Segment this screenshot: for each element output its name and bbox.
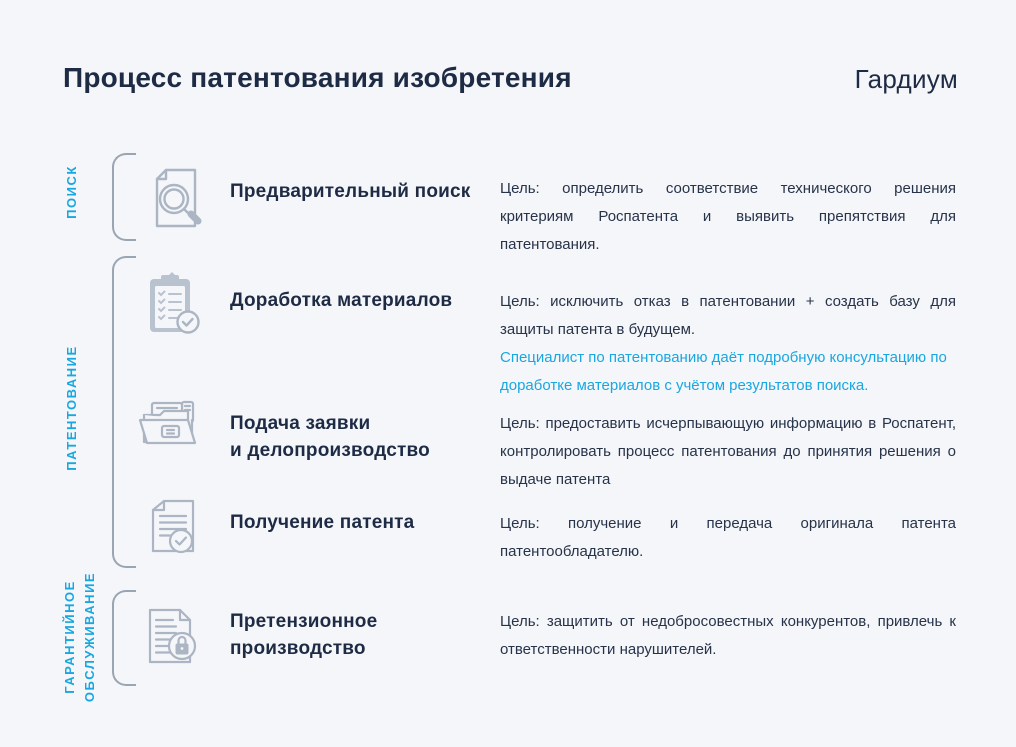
document-search-icon [142, 164, 210, 236]
step-title: Получение патента [230, 512, 415, 533]
group-bracket-search [112, 153, 136, 241]
group-bracket-patenting [112, 256, 136, 568]
step-title: Претензионное производство [230, 611, 378, 659]
document-lock-icon [140, 606, 202, 666]
step-title: Предварительный поиск [230, 181, 471, 202]
group-label-patenting: ПАТЕНТОВАНИЕ [64, 345, 79, 471]
step-description [500, 288, 956, 400]
step-description: Цель: предоставить исчерпывающую информацию в Роспатент, контролировать процесс патентования до принятия решения о выдаче патента [500, 415, 956, 488]
group-label-search: ПОИСК [64, 165, 79, 219]
group-bracket-warranty-service [112, 590, 136, 686]
clipboard-checklist-icon [144, 270, 202, 336]
document-check-icon [144, 496, 202, 558]
step-description: Цель: определить соответствие технического решения критериям Роспатента и выявить препятствия для патентования. [500, 180, 956, 253]
step-description: Цель: получение и передача оригинала патента патентообладателю. [500, 515, 956, 560]
step-description-main: Цель: исключить отказ в патентовании + создать базу для защиты патента в будущем. [500, 293, 956, 338]
step-description-highlight: Специалист по патентованию даёт подробную консультацию по доработке материалов с учётом результатов поиска. [500, 349, 947, 394]
page-title: Процесс патентования изобретения [63, 62, 572, 93]
brand-logo: Гардиум [854, 64, 958, 94]
folder-documents-icon [136, 398, 206, 454]
step-title: Подача заявки и делопроизводство [230, 413, 430, 461]
step-title: Доработка материалов [230, 290, 453, 311]
step-description: Цель: защитить от недобросовестных конкурентов, привлечь к ответственности нарушителей. [500, 613, 956, 658]
group-label-warranty-service: ГАРАНТИЙНОЕ ОБСЛУЖИВАНИЕ [62, 571, 97, 703]
